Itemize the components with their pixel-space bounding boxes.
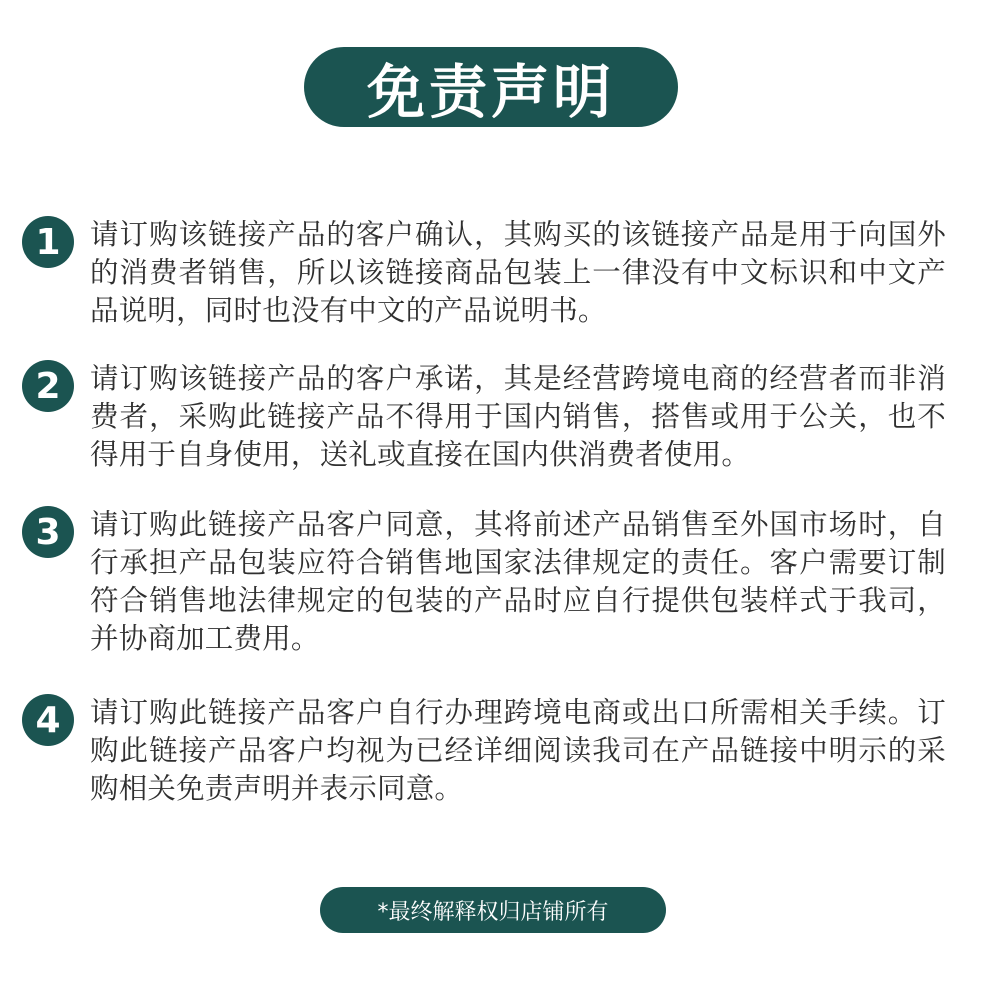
- page-title: 免责声明: [366, 58, 615, 126]
- footer-badge: [320, 887, 666, 933]
- footer-note: *最终解释权归店铺所有: [377, 899, 609, 925]
- item-text: 请订购此链接产品客户同意，其将前述产品销售至外国市场时，自行承担产品包装应符合销售地国家法律规定的责任。客户需要订制符合销售地法律规定的包装的产品时应自行提供包装样式于我司，并协商加工费用。: [90, 508, 946, 655]
- item-number-badge: 3: [22, 506, 74, 558]
- item-number-badge: 2: [22, 360, 74, 412]
- item-text: 请订购该链接产品的客户承诺，其是经营跨境电商的经营者而非消费者，采购此链接产品不得用于国内销售，搭售或用于公关，也不得用于自身使用，送礼或直接在国内供消费者使用。: [90, 362, 946, 471]
- title-banner: [304, 47, 678, 127]
- item-number-badge: 1: [22, 216, 74, 268]
- item-number-badge: 4: [22, 694, 74, 746]
- item-text: 请订购该链接产品的客户确认，其购买的该链接产品是用于向国外的消费者销售，所以该链接商品包装上一律没有中文标识和中文产品说明，同时也没有中文的产品说明书。: [90, 218, 946, 327]
- item-text: 请订购此链接产品客户自行办理跨境电商或出口所需相关手续。订购此链接产品客户均视为已经详细阅读我司在产品链接中明示的采购相关免责声明并表示同意。: [90, 696, 946, 805]
